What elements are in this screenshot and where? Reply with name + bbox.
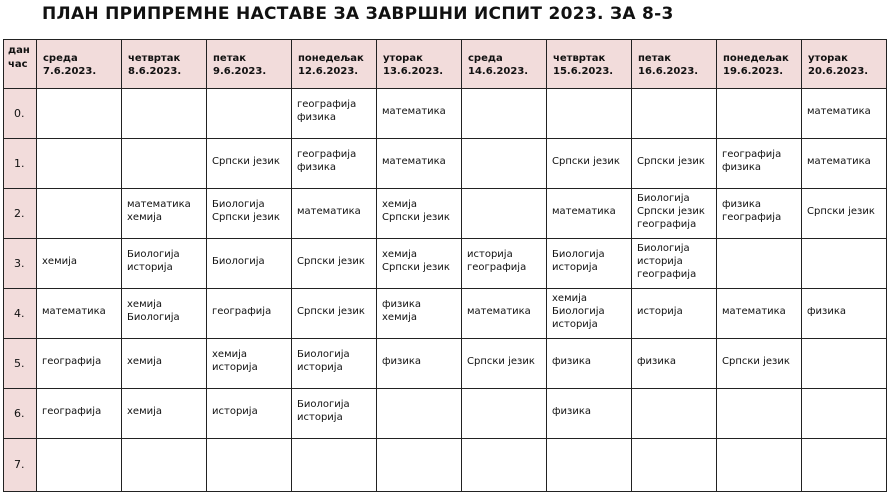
table-row bbox=[4, 238, 887, 288]
subject-entry: Српски језик bbox=[212, 155, 280, 167]
schedule-cell bbox=[462, 89, 547, 139]
subject-entry: Српски језик bbox=[297, 305, 365, 317]
schedule-cell bbox=[717, 238, 802, 288]
day-name: четвртак bbox=[553, 53, 606, 64]
schedule-cell bbox=[632, 288, 717, 338]
subject-entry: хемија bbox=[127, 298, 163, 310]
subject-entry: математика bbox=[467, 305, 531, 317]
schedule-cell bbox=[292, 188, 377, 238]
day-date: 14.6.2023. bbox=[468, 66, 529, 77]
hour-label: 4. bbox=[4, 288, 37, 338]
day-date: 12.6.2023. bbox=[298, 66, 359, 77]
subject-entry: Биологија bbox=[297, 398, 350, 410]
day-header bbox=[292, 40, 377, 89]
schedule-cell bbox=[547, 388, 632, 438]
schedule-cell bbox=[207, 338, 292, 388]
schedule-cell bbox=[292, 288, 377, 338]
subject-entry: историја bbox=[127, 261, 173, 273]
schedule-cell bbox=[37, 89, 122, 139]
subject-entry: Српски језик bbox=[637, 205, 705, 217]
schedule-cell bbox=[122, 388, 207, 438]
schedule-cell bbox=[292, 438, 377, 491]
schedule-cell bbox=[377, 89, 462, 139]
subject-entry: хемија bbox=[127, 405, 163, 417]
subject-entry: Биологија bbox=[637, 192, 690, 204]
subject-entry: хемија bbox=[127, 211, 163, 223]
corner-header bbox=[4, 40, 37, 89]
schedule-cell bbox=[462, 238, 547, 288]
schedule-cell bbox=[37, 388, 122, 438]
schedule-cell bbox=[717, 288, 802, 338]
hour-label: 3. bbox=[4, 238, 37, 288]
table-row bbox=[4, 438, 887, 491]
day-header bbox=[547, 40, 632, 89]
header-row bbox=[4, 40, 887, 89]
day-date: 7.6.2023. bbox=[43, 66, 97, 77]
subject-entry: историја bbox=[637, 255, 683, 267]
subject-entry: математика bbox=[382, 106, 446, 117]
table-row bbox=[4, 288, 887, 338]
schedule-cell bbox=[717, 438, 802, 491]
subject-entry: историја bbox=[212, 405, 258, 417]
subject-entry: математика bbox=[722, 305, 786, 317]
schedule-cell bbox=[547, 238, 632, 288]
subject-entry: географија bbox=[212, 305, 272, 317]
subject-entry: географија bbox=[722, 211, 782, 223]
schedule-cell bbox=[37, 288, 122, 338]
day-header bbox=[122, 40, 207, 89]
subject-entry: Српски језик bbox=[722, 355, 790, 367]
day-name: среда bbox=[43, 53, 78, 64]
schedule-cell bbox=[207, 188, 292, 238]
hour-label: 7. bbox=[4, 438, 37, 491]
day-date: 15.6.2023. bbox=[553, 66, 614, 77]
schedule-cell bbox=[122, 288, 207, 338]
page-title: ПЛАН ПРИПРЕМНЕ НАСТАВЕ ЗА ЗАВРШНИ ИСПИТ 2023. ЗА 8-3 bbox=[42, 4, 674, 24]
schedule-cell bbox=[292, 138, 377, 188]
subject-entry: Биологија bbox=[127, 311, 180, 323]
schedule-cell bbox=[547, 188, 632, 238]
subject-entry: математика bbox=[297, 205, 361, 217]
subject-entry: Српски језик bbox=[212, 211, 280, 223]
schedule-cell bbox=[632, 338, 717, 388]
subject-entry: Српски језик bbox=[467, 355, 535, 367]
subject-entry: историја bbox=[467, 248, 513, 260]
schedule-cell bbox=[632, 238, 717, 288]
subject-entry: Српски језик bbox=[297, 255, 365, 267]
schedule-cell bbox=[207, 388, 292, 438]
schedule-cell bbox=[377, 288, 462, 338]
subject-entry: географија bbox=[722, 148, 782, 160]
schedule-cell bbox=[122, 138, 207, 188]
schedule-cell bbox=[632, 188, 717, 238]
schedule-cell bbox=[292, 89, 377, 139]
day-header bbox=[377, 40, 462, 89]
schedule-cell bbox=[802, 438, 887, 491]
subject-entry: хемија bbox=[212, 348, 248, 360]
day-name: уторак bbox=[383, 53, 423, 64]
subject-entry: хемија bbox=[382, 198, 418, 210]
schedule-cell bbox=[207, 288, 292, 338]
subject-entry: историја bbox=[552, 318, 598, 330]
schedule-cell bbox=[547, 89, 632, 139]
subject-entry: физика bbox=[382, 298, 422, 310]
subject-entry: Српски језик bbox=[552, 155, 620, 167]
subject-entry: Биологија bbox=[297, 348, 350, 360]
subject-entry: физика bbox=[722, 198, 762, 210]
subject-entry: физика bbox=[297, 112, 337, 123]
schedule-cell bbox=[122, 238, 207, 288]
subject-entry: физика bbox=[637, 355, 677, 367]
subject-entry: математика bbox=[42, 305, 106, 317]
day-name: уторак bbox=[808, 53, 848, 64]
schedule-cell bbox=[547, 288, 632, 338]
subject-entry: хемија bbox=[552, 292, 588, 304]
subject-entry: географија bbox=[637, 218, 697, 230]
subject-entry: математика bbox=[552, 205, 616, 217]
schedule-cell bbox=[37, 138, 122, 188]
subject-entry: географија bbox=[297, 148, 357, 160]
subject-entry: Српски језик bbox=[382, 261, 450, 273]
schedule-cell bbox=[717, 188, 802, 238]
schedule-cell bbox=[802, 388, 887, 438]
day-header bbox=[462, 40, 547, 89]
schedule-cell bbox=[122, 438, 207, 491]
subject-entry: Биологија bbox=[552, 248, 605, 260]
schedule-cell bbox=[122, 338, 207, 388]
subject-entry: Биологија bbox=[127, 248, 180, 260]
day-header bbox=[802, 40, 887, 89]
subject-entry: физика bbox=[722, 161, 762, 173]
schedule-cell bbox=[547, 138, 632, 188]
subject-entry: физика bbox=[382, 355, 422, 367]
hour-label: 5. bbox=[4, 338, 37, 388]
schedule-cell bbox=[292, 338, 377, 388]
schedule-cell bbox=[292, 238, 377, 288]
subject-entry: историја bbox=[297, 361, 343, 373]
hour-label: 0. bbox=[4, 89, 37, 139]
day-date: 8.6.2023. bbox=[128, 66, 182, 77]
schedule-cell bbox=[632, 89, 717, 139]
subject-entry: математика bbox=[382, 155, 446, 167]
subject-entry: математика bbox=[807, 155, 871, 167]
schedule-cell bbox=[207, 438, 292, 491]
table-row bbox=[4, 138, 887, 188]
table-row bbox=[4, 89, 887, 139]
table-row bbox=[4, 388, 887, 438]
schedule-cell bbox=[802, 188, 887, 238]
schedule-cell bbox=[632, 138, 717, 188]
schedule-cell bbox=[377, 188, 462, 238]
subject-entry: математика bbox=[807, 106, 871, 117]
schedule-cell bbox=[377, 438, 462, 491]
day-header bbox=[632, 40, 717, 89]
schedule-cell bbox=[462, 338, 547, 388]
schedule-cell bbox=[122, 89, 207, 139]
day-date: 19.6.2023. bbox=[723, 66, 784, 77]
day-name: четвртак bbox=[128, 53, 181, 64]
schedule-cell bbox=[37, 188, 122, 238]
schedule-cell bbox=[717, 388, 802, 438]
schedule-cell bbox=[632, 388, 717, 438]
schedule-cell bbox=[207, 89, 292, 139]
schedule-cell bbox=[632, 438, 717, 491]
subject-entry: географија bbox=[42, 355, 102, 367]
schedule-cell bbox=[122, 188, 207, 238]
corner-hour-label: час bbox=[8, 59, 28, 70]
subject-entry: физика bbox=[297, 161, 337, 173]
day-name: петак bbox=[213, 53, 247, 64]
subject-entry: хемија bbox=[382, 311, 418, 323]
table-row bbox=[4, 338, 887, 388]
day-header bbox=[717, 40, 802, 89]
subject-entry: физика bbox=[807, 305, 847, 317]
schedule-cell bbox=[547, 338, 632, 388]
schedule-cell bbox=[802, 288, 887, 338]
schedule-cell bbox=[547, 438, 632, 491]
day-date: 13.6.2023. bbox=[383, 66, 444, 77]
subject-entry: историја bbox=[297, 411, 343, 423]
subject-entry: математика bbox=[127, 198, 191, 210]
schedule-cell bbox=[717, 138, 802, 188]
schedule-cell bbox=[292, 388, 377, 438]
schedule-cell bbox=[462, 188, 547, 238]
hour-label: 1. bbox=[4, 138, 37, 188]
hour-label: 2. bbox=[4, 188, 37, 238]
subject-entry: физика bbox=[552, 405, 592, 417]
schedule-table bbox=[3, 39, 887, 492]
schedule-cell bbox=[802, 138, 887, 188]
day-header bbox=[207, 40, 292, 89]
subject-entry: хемија bbox=[127, 355, 163, 367]
day-name: петак bbox=[638, 53, 672, 64]
schedule-cell bbox=[37, 438, 122, 491]
subject-entry: Српски језик bbox=[807, 205, 875, 217]
day-date: 16.6.2023. bbox=[638, 66, 699, 77]
subject-entry: географија bbox=[467, 261, 527, 273]
corner-day-label: дан bbox=[8, 45, 30, 56]
subject-entry: хемија bbox=[42, 255, 78, 267]
subject-entry: Биологија bbox=[637, 242, 690, 254]
subject-entry: географија bbox=[637, 268, 697, 280]
schedule-cell bbox=[462, 388, 547, 438]
subject-entry: хемија bbox=[382, 248, 418, 260]
schedule-cell bbox=[37, 238, 122, 288]
day-date: 20.6.2023. bbox=[808, 66, 869, 77]
table-row bbox=[4, 188, 887, 238]
subject-entry: Биологија bbox=[212, 198, 265, 210]
schedule-body bbox=[4, 89, 887, 492]
schedule-cell bbox=[377, 388, 462, 438]
subject-entry: Биологија bbox=[212, 255, 265, 267]
hour-label: 6. bbox=[4, 388, 37, 438]
schedule-cell bbox=[377, 238, 462, 288]
day-name: понедељак bbox=[298, 53, 364, 64]
day-name: понедељак bbox=[723, 53, 789, 64]
schedule-cell bbox=[802, 338, 887, 388]
subject-entry: физика bbox=[552, 355, 592, 367]
schedule-cell bbox=[462, 288, 547, 338]
subject-entry: историја bbox=[212, 361, 258, 373]
schedule-cell bbox=[207, 238, 292, 288]
schedule-cell bbox=[377, 138, 462, 188]
schedule-cell bbox=[37, 338, 122, 388]
day-date: 9.6.2023. bbox=[213, 66, 267, 77]
subject-entry: Биологија bbox=[552, 305, 605, 317]
subject-entry: историја bbox=[637, 305, 683, 317]
subject-entry: географија bbox=[42, 405, 102, 417]
subject-entry: Српски језик bbox=[382, 211, 450, 223]
day-name: среда bbox=[468, 53, 503, 64]
schedule-cell bbox=[377, 338, 462, 388]
schedule-cell bbox=[207, 138, 292, 188]
schedule-cell bbox=[717, 338, 802, 388]
subject-entry: географија bbox=[297, 99, 357, 110]
schedule-cell bbox=[462, 438, 547, 491]
subject-entry: Српски језик bbox=[637, 155, 705, 167]
schedule-cell bbox=[462, 138, 547, 188]
day-header bbox=[37, 40, 122, 89]
schedule-cell bbox=[717, 89, 802, 139]
subject-entry: историја bbox=[552, 261, 598, 273]
schedule-cell bbox=[802, 238, 887, 288]
schedule-cell bbox=[802, 89, 887, 139]
